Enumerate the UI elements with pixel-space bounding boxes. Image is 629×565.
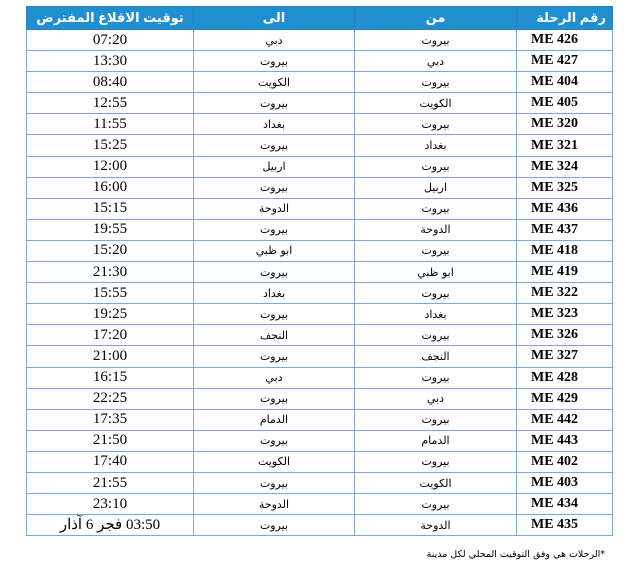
flight-number-cell: ME 403 [517, 472, 613, 493]
table-row [27, 135, 613, 156]
destination-cell: الكويت [194, 72, 355, 93]
destination-cell: بغداد [194, 114, 355, 135]
departure-time-cell: 17:20 [27, 325, 194, 346]
column-header-to: الى [194, 7, 355, 30]
table-row [27, 325, 613, 346]
table-row [27, 156, 613, 177]
origin-cell: الكويت [355, 472, 517, 493]
departure-time-cell: 16:15 [27, 367, 194, 388]
destination-cell: ابو ظبي [194, 240, 355, 261]
destination-cell: بيروت [194, 93, 355, 114]
destination-cell: بيروت [194, 219, 355, 240]
departure-time-cell: 19:55 [27, 219, 194, 240]
flight-number-cell: ME 327 [517, 346, 613, 367]
table-row [27, 472, 613, 493]
origin-cell: ابو ظبي [355, 262, 517, 283]
origin-cell: بيروت [355, 198, 517, 219]
destination-cell: اربيل [194, 156, 355, 177]
flight-number-cell: ME 437 [517, 219, 613, 240]
flight-number-cell: ME 429 [517, 388, 613, 409]
flight-number-cell: ME 405 [517, 93, 613, 114]
table-row [27, 51, 613, 72]
flight-number-cell: ME 443 [517, 430, 613, 451]
table-row [27, 93, 613, 114]
destination-cell: بيروت [194, 135, 355, 156]
flight-schedule-table [26, 6, 613, 536]
table-row [27, 388, 613, 409]
destination-cell: بيروت [194, 472, 355, 493]
origin-cell: بيروت [355, 451, 517, 472]
flight-number-cell: ME 427 [517, 51, 613, 72]
table-row [27, 283, 613, 304]
origin-cell: بيروت [355, 30, 517, 51]
departure-time-cell: 03:50 فجر 6 آذار [27, 515, 194, 536]
destination-cell: الدوحة [194, 494, 355, 515]
table-header-row [27, 7, 613, 30]
footnote: *الرحلات هي وفق التوقيت المحلي لكل مدينة [426, 549, 605, 560]
column-header-flight-number: رقم الرحلة [517, 7, 613, 30]
flight-number-cell: ME 418 [517, 240, 613, 261]
departure-time-cell: 21:50 [27, 430, 194, 451]
destination-cell: الدمام [194, 409, 355, 430]
table-row [27, 346, 613, 367]
departure-time-cell: 13:30 [27, 51, 194, 72]
departure-time-cell: 17:35 [27, 409, 194, 430]
origin-cell: بيروت [355, 156, 517, 177]
flight-number-cell: ME 442 [517, 409, 613, 430]
destination-cell: بيروت [194, 304, 355, 325]
departure-time-cell: 19:25 [27, 304, 194, 325]
destination-cell: بيروت [194, 177, 355, 198]
departure-time-cell: 22:25 [27, 388, 194, 409]
departure-time-cell: 21:55 [27, 472, 194, 493]
departure-time-cell: 16:00 [27, 177, 194, 198]
departure-time-cell: 08:40 [27, 72, 194, 93]
origin-cell: دبي [355, 51, 517, 72]
origin-cell: الدوحة [355, 515, 517, 536]
table-row [27, 240, 613, 261]
flight-number-cell: ME 324 [517, 156, 613, 177]
table-row [27, 494, 613, 515]
origin-cell: بيروت [355, 367, 517, 388]
origin-cell: بغداد [355, 304, 517, 325]
flight-number-cell: ME 435 [517, 515, 613, 536]
flight-schedule [26, 6, 612, 536]
flight-number-cell: ME 428 [517, 367, 613, 388]
destination-cell: بغداد [194, 283, 355, 304]
origin-cell: بيروت [355, 283, 517, 304]
table-row [27, 114, 613, 135]
departure-time-cell: 15:15 [27, 198, 194, 219]
flight-number-cell: ME 436 [517, 198, 613, 219]
table-row [27, 451, 613, 472]
flight-number-cell: ME 321 [517, 135, 613, 156]
flight-number-cell: ME 326 [517, 325, 613, 346]
origin-cell: بيروت [355, 494, 517, 515]
table-row [27, 430, 613, 451]
table-row [27, 219, 613, 240]
flight-number-cell: ME 322 [517, 283, 613, 304]
departure-time-cell: 15:55 [27, 283, 194, 304]
departure-time-cell: 15:20 [27, 240, 194, 261]
origin-cell: اربيل [355, 177, 517, 198]
destination-cell: بيروت [194, 262, 355, 283]
flight-number-cell: ME 404 [517, 72, 613, 93]
table-row [27, 515, 613, 536]
column-header-from: من [355, 7, 517, 30]
destination-cell: بيروت [194, 51, 355, 72]
origin-cell: بغداد [355, 135, 517, 156]
origin-cell: بيروت [355, 72, 517, 93]
flight-number-cell: ME 426 [517, 30, 613, 51]
table-row [27, 30, 613, 51]
destination-cell: النجف [194, 325, 355, 346]
table-row [27, 72, 613, 93]
departure-time-cell: 23:10 [27, 494, 194, 515]
table-row [27, 177, 613, 198]
table-row [27, 262, 613, 283]
flight-number-cell: ME 402 [517, 451, 613, 472]
destination-cell: دبي [194, 367, 355, 388]
flight-number-cell: ME 325 [517, 177, 613, 198]
origin-cell: بيروت [355, 114, 517, 135]
departure-time-cell: 07:20 [27, 30, 194, 51]
destination-cell: بيروت [194, 430, 355, 451]
origin-cell: بيروت [355, 409, 517, 430]
table-row [27, 198, 613, 219]
flight-number-cell: ME 434 [517, 494, 613, 515]
destination-cell: بيروت [194, 388, 355, 409]
table-body [27, 30, 613, 536]
flight-number-cell: ME 320 [517, 114, 613, 135]
destination-cell: الكويت [194, 451, 355, 472]
departure-time-cell: 17:40 [27, 451, 194, 472]
table-row [27, 409, 613, 430]
departure-time-cell: 21:00 [27, 346, 194, 367]
origin-cell: الكويت [355, 93, 517, 114]
table-row [27, 367, 613, 388]
origin-cell: بيروت [355, 240, 517, 261]
flight-number-cell: ME 323 [517, 304, 613, 325]
origin-cell: الدمام [355, 430, 517, 451]
origin-cell: الدوحة [355, 219, 517, 240]
column-header-departure-time: توقيت الاقلاع المفترض [27, 7, 194, 30]
table-row [27, 304, 613, 325]
destination-cell: بيروت [194, 515, 355, 536]
departure-time-cell: 11:55 [27, 114, 194, 135]
origin-cell: دبي [355, 388, 517, 409]
destination-cell: دبي [194, 30, 355, 51]
departure-time-cell: 15:25 [27, 135, 194, 156]
flight-number-cell: ME 419 [517, 262, 613, 283]
departure-time-cell: 12:55 [27, 93, 194, 114]
origin-cell: النجف [355, 346, 517, 367]
origin-cell: بيروت [355, 325, 517, 346]
departure-time-cell: 12:00 [27, 156, 194, 177]
destination-cell: الدوحة [194, 198, 355, 219]
destination-cell: بيروت [194, 346, 355, 367]
departure-time-cell: 21:30 [27, 262, 194, 283]
